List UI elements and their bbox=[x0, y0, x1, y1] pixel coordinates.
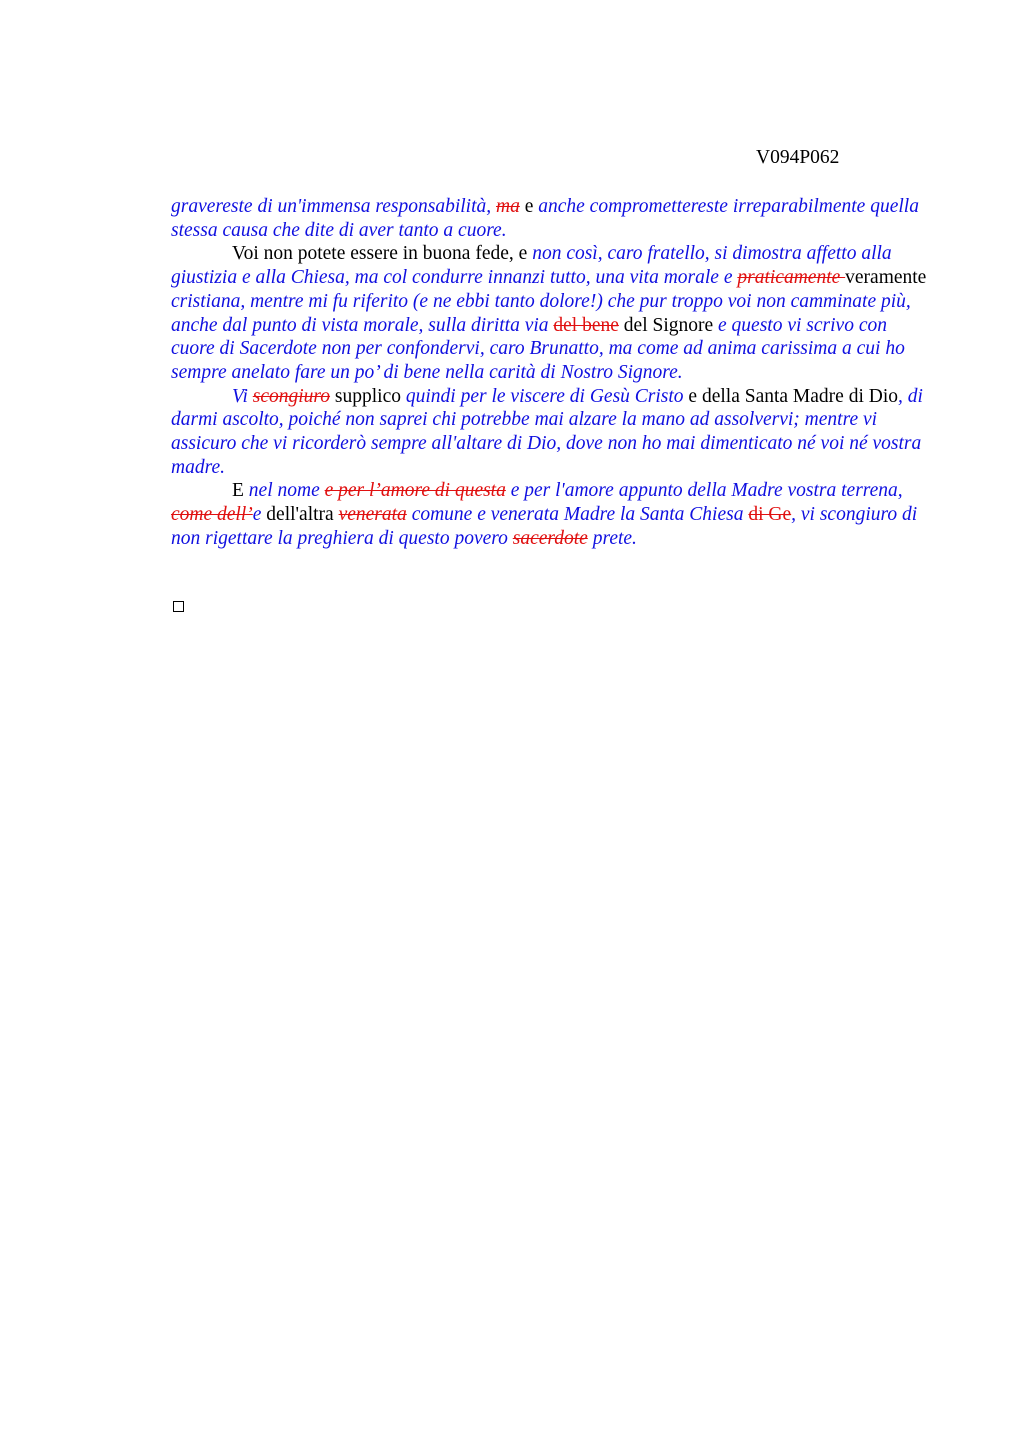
inserted-text: cristiana, mentre mi fu riferito (e ne ebbi tanto dolore!) che pur troppo voi non camminate più, anche dal punto di vista morale, sulla diritta via bbox=[171, 290, 911, 336]
original-text: E bbox=[232, 480, 249, 502]
deleted-text: venerata bbox=[338, 504, 407, 526]
deleted-text: come dell’ bbox=[171, 504, 253, 526]
inserted-text: gravereste di un'immensa responsabilità, bbox=[171, 196, 496, 217]
deleted-text: sacerdote bbox=[512, 527, 588, 549]
deleted-text: di Ge bbox=[748, 504, 792, 526]
inserted-text: quindi per le viscere di Gesù Cristo bbox=[405, 385, 684, 407]
inserted-text: e bbox=[252, 504, 262, 526]
inserted-text: prete. bbox=[587, 527, 637, 549]
original-text: del Signore bbox=[618, 314, 719, 336]
paragraph-2 bbox=[171, 242, 931, 384]
original-text: supplico bbox=[330, 385, 406, 407]
deleted-text: del bene bbox=[553, 314, 619, 336]
deleted-text: e per l’amore di questa bbox=[324, 480, 506, 502]
inserted-text: Vi bbox=[232, 385, 253, 407]
inserted-text: non così, caro fratello, si dimostra affetto alla giustizia e alla Chiesa, ma col condurre innanzi tutto, una vita morale e bbox=[171, 243, 892, 289]
inserted-text: nel nome bbox=[248, 480, 325, 502]
deleted-text: ma bbox=[496, 196, 520, 217]
original-text: e della Santa Madre di Dio bbox=[683, 385, 898, 407]
inserted-text: comune e venerata Madre la Santa Chiesa bbox=[406, 504, 749, 526]
deleted-text: praticamente bbox=[737, 267, 846, 289]
letter-body bbox=[171, 195, 931, 551]
inserted-text: , vi scongiuro di non rigettare la preghiera di questo povero bbox=[171, 504, 918, 549]
inserted-text: e per l'amore appunto della Madre vostra terrena, bbox=[505, 480, 903, 502]
paragraph-3 bbox=[171, 385, 931, 480]
inserted-text: anche compromettereste irreparabilmente quella stessa causa che dite di aver tanto a cuore. bbox=[171, 196, 919, 241]
original-text: dell'altra bbox=[261, 504, 339, 526]
square-outline-icon bbox=[173, 601, 184, 612]
inserted-text: e questo vi scrivo con cuore di Sacerdote non per confondervi, caro Brunatto, ma come ad anima carissima a cui ho sempre anelato fare un po’ di bene nella carità di Nostro Signore. bbox=[171, 314, 905, 383]
page-reference-code: V094P062 bbox=[756, 147, 840, 168]
original-text: e bbox=[519, 196, 539, 217]
inserted-text: , di darmi ascolto, poiché non saprei chi potrebbe mai alzare la mano ad assolvervi; mentre vi assicuro che vi ricorderò sempre all'altare di Dio, dove non ho mai dimenticato né voi né vostra madre. bbox=[171, 385, 923, 478]
paragraph-4 bbox=[171, 479, 931, 550]
original-text: veramente bbox=[845, 267, 927, 289]
paragraph-1 bbox=[171, 195, 931, 242]
deleted-text: scongiuro bbox=[252, 385, 331, 407]
original-text: Voi non potete essere in buona fede, e bbox=[232, 243, 533, 265]
